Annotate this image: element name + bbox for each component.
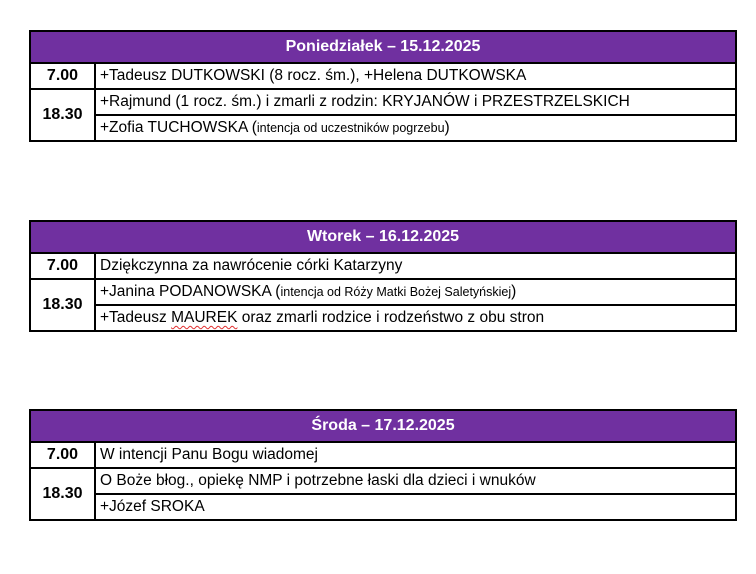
intentions xyxy=(96,254,735,278)
intention: O Boże błog., opiekę NMP i potrzebne łaski dla dzieci i wnuków xyxy=(100,472,536,489)
mass-time: 7.00 xyxy=(31,443,96,467)
day-header: Poniedziałek – 15.12.2025 xyxy=(31,32,735,64)
intentions xyxy=(96,280,735,330)
mass-time: 18.30 xyxy=(31,469,96,519)
schedule-table-monday xyxy=(29,30,737,142)
intention xyxy=(96,280,735,304)
intention: Dziękczynna za nawrócenie córki Katarzyny xyxy=(100,257,403,274)
mass-slot xyxy=(31,280,735,330)
intentions xyxy=(96,443,735,467)
intention-name: +Tadeusz xyxy=(100,309,172,326)
intention-rest: oraz zmarli rodzice i rodzeństwo z obu stron xyxy=(237,309,545,326)
mass-slot xyxy=(31,64,735,90)
intention-name: +Zofia TUCHOWSKA ( xyxy=(100,119,257,136)
intention-close: ) xyxy=(511,283,517,300)
intention-note: intencja od uczestników pogrzebu xyxy=(256,121,445,135)
intentions xyxy=(96,64,735,88)
intention: +Józef SROKA xyxy=(96,493,735,519)
intention-note: intencja od Róży Matki Bożej Saletyńskiej xyxy=(280,285,512,299)
intention: +Tadeusz DUTKOWSKI (8 rocz. śm.), +Helena DUTKOWSKA xyxy=(100,67,527,84)
mass-slot xyxy=(31,443,735,469)
intention: W intencji Panu Bogu wiadomej xyxy=(100,446,318,463)
mass-slot xyxy=(31,254,735,280)
intention xyxy=(96,114,735,140)
schedule-table-tuesday xyxy=(29,220,737,332)
intentions xyxy=(96,90,735,140)
intention: +Rajmund (1 rocz. śm.) i zmarli z rodzin: KRYJANÓW i PRZESTRZELSKICH xyxy=(100,93,630,110)
mass-time: 18.30 xyxy=(31,280,96,330)
intention-close: ) xyxy=(444,119,450,136)
mass-time: 18.30 xyxy=(31,90,96,140)
mass-time: 7.00 xyxy=(31,64,96,88)
day-header: Środa – 17.12.2025 xyxy=(31,411,735,443)
day-header: Wtorek – 16.12.2025 xyxy=(31,222,735,254)
mass-slot xyxy=(31,469,735,519)
mass-slot xyxy=(31,90,735,140)
schedule-table-wednesday xyxy=(29,409,737,521)
intentions xyxy=(96,469,735,519)
spellcheck-flagged-word: MAUREK xyxy=(171,309,238,326)
mass-time: 7.00 xyxy=(31,254,96,278)
intention-name: +Janina PODANOWSKA ( xyxy=(100,283,281,300)
intention xyxy=(96,304,735,330)
